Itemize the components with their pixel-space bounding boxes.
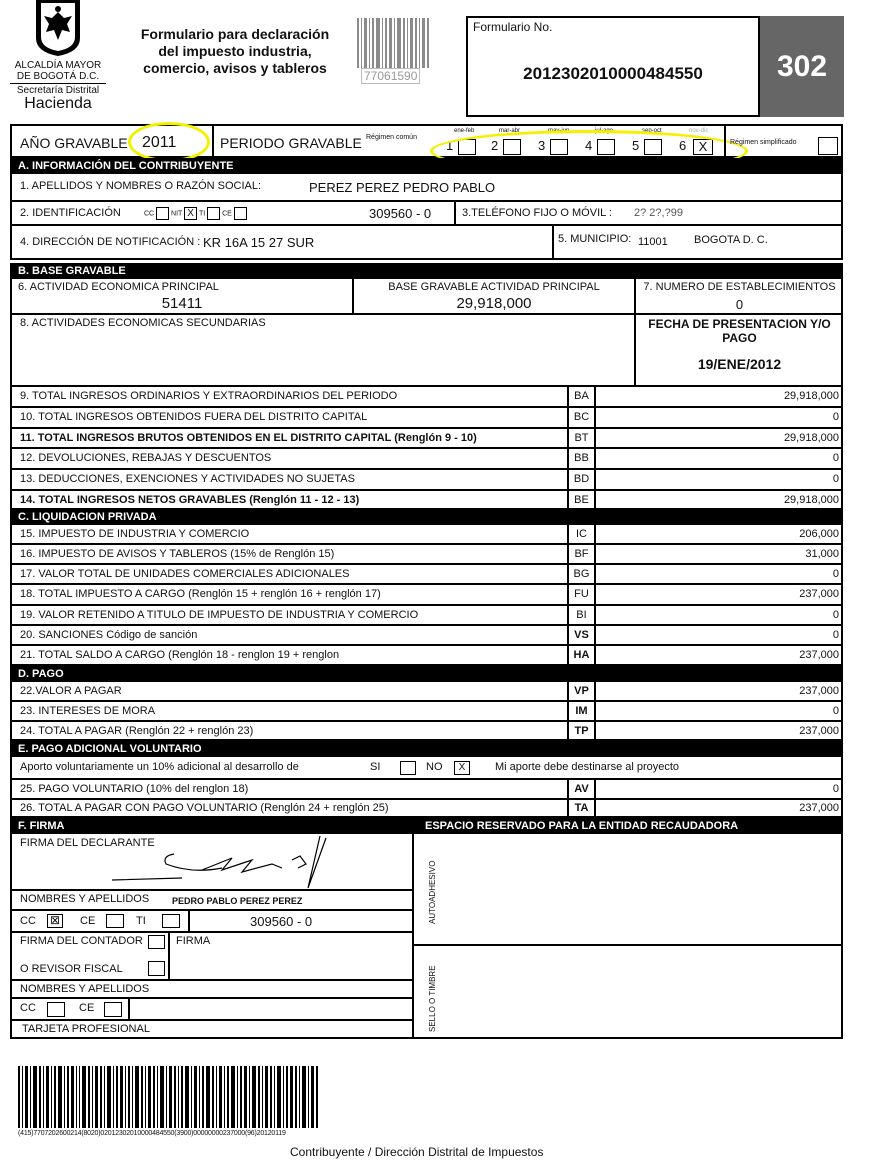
row-code: BD: [567, 470, 596, 489]
table-row: [10, 491, 843, 510]
id-value[interactable]: 309560 - 0: [369, 206, 432, 221]
row-label: 14. TOTAL INGRESOS NETOS GRAVABLES (Renglón 11 - 12 - 13): [20, 494, 360, 506]
names-row: [12, 889, 412, 909]
row-value[interactable]: 0: [832, 473, 839, 485]
row-value[interactable]: 237,000: [799, 588, 839, 600]
row-label: 25. PAGO VOLUNTARIO (10% del renglon 18): [20, 783, 249, 795]
row-label: 18. TOTAL IMPUESTO A CARGO (Renglón 15 + renglón 16 + renglón 17): [20, 588, 381, 600]
table-row: [10, 429, 843, 449]
table-row: [10, 470, 843, 491]
section-a-header: A. INFORMACIÓN DEL CONTRIBUYENTE: [10, 158, 843, 174]
entity-line1: ALCALDÍA MAYOR: [14, 60, 102, 71]
table-row: [10, 626, 843, 646]
row-label: 10. TOTAL INGRESOS OBTENIDOS FUERA DEL DISTRITO CAPITAL: [20, 411, 368, 423]
table-row: [10, 545, 843, 565]
activity-row: [10, 279, 843, 315]
row-label: 26. TOTAL A PAGAR CON PAGO VOLUNTARIO (Renglón 24 + renglón 25): [20, 802, 389, 814]
ce-label: CE: [80, 915, 96, 927]
small-barcode: [357, 18, 435, 84]
reserved-area: [412, 834, 843, 1039]
row-value[interactable]: 237,000: [799, 685, 839, 697]
form-code: 302: [758, 16, 844, 117]
accountant-checkbox[interactable]: [148, 935, 165, 949]
period-number: 3: [538, 138, 546, 153]
copy-label: Contribuyente / Dirección Distrital de Impuestos: [290, 1145, 544, 1159]
doc-row: [12, 909, 412, 931]
row-value[interactable]: 0: [832, 452, 839, 464]
entity-line4: Hacienda: [24, 95, 92, 112]
table-row: [10, 682, 843, 702]
date-value[interactable]: 19/ENE/2012: [697, 356, 782, 372]
divider: [724, 126, 726, 156]
regime-simplified-label: Régimen simplificado: [730, 139, 797, 146]
row-label: 22.VALOR A PAGAR: [20, 685, 122, 697]
row-label: 11. TOTAL INGRESOS BRUTOS OBTENIDOS EN EL DISTRITO CAPITAL (Renglón 9 - 10): [20, 432, 477, 444]
row-value[interactable]: 0: [832, 411, 839, 423]
ce2-label: CE: [79, 1002, 95, 1014]
accountant-row: [12, 931, 412, 979]
small-barcode-bars: [357, 18, 435, 68]
section-f-title: F. FIRMA: [18, 820, 65, 832]
row-code: BG: [567, 565, 596, 583]
main-barcode: [18, 1066, 410, 1128]
reserved-title: ESPACIO RESERVADO PARA LA ENTIDAD RECAUDADORA: [425, 820, 739, 832]
period-checkbox[interactable]: X: [693, 139, 713, 155]
municipio-label: 5. MUNICIPIO:: [558, 233, 632, 245]
cc-checkbox[interactable]: ⊠: [47, 914, 63, 928]
section-c-header: C. LIQUIDACION PRIVADA: [10, 509, 843, 525]
secondary-label: 8. ACTIVIDADES ECONOMICAS SECUNDARIAS: [20, 317, 266, 329]
period-number: 4: [585, 138, 593, 153]
form-number-box: [466, 16, 844, 117]
entity-line2: DE BOGOTÁ D.C.: [10, 71, 106, 84]
row-label: 9. TOTAL INGRESOS ORDINARIOS Y EXTRAORDINARIOS DEL PERIODO: [20, 390, 398, 402]
section-b-header: B. BASE GRAVABLE: [10, 263, 843, 279]
municipio-name[interactable]: BOGOTA D. C.: [694, 234, 768, 246]
regime-common-label: Régimen común: [366, 134, 417, 141]
table-row: [10, 565, 843, 585]
row-code: VP: [567, 682, 596, 700]
period-sublabel: jul-ago: [595, 128, 614, 134]
row-value[interactable]: 29,918,000: [783, 390, 839, 402]
signature-image[interactable]: [102, 834, 342, 890]
secondary-activities-row: [10, 315, 843, 387]
doc2-row: [12, 997, 412, 1019]
section-d-header: D. PAGO: [10, 666, 843, 682]
id-label: 2. IDENTIFICACIÓN: [20, 207, 121, 219]
period-number: 6: [679, 138, 687, 153]
autoadhesivo-label: AUTOADHESIVO: [428, 860, 437, 924]
row-label: 24. TOTAL A PAGAR (Renglón 22 + renglón 23): [20, 725, 254, 737]
names2-row: [12, 979, 412, 997]
table-row: [10, 408, 843, 429]
table-row: [10, 525, 843, 545]
names-label: NOMBRES Y APELLIDOS: [20, 893, 150, 905]
row-value[interactable]: 29,918,000: [783, 432, 839, 444]
activity-label: 6. ACTIVIDAD ECONOMICA PRINCIPAL: [18, 281, 219, 293]
id-type-ti-label: TI: [198, 210, 206, 218]
row-code: IM: [567, 702, 596, 720]
address-row: [10, 226, 843, 260]
period-sublabel: may-jun: [548, 128, 570, 134]
period-row: [10, 124, 843, 158]
phone-value[interactable]: 2? 2?,?99: [634, 207, 683, 219]
base-label: BASE GRAVABLE ACTIVIDAD PRINCIPAL: [388, 281, 600, 293]
row-code: BE: [567, 491, 596, 508]
row-code: BA: [567, 387, 596, 406]
period-sublabel: ene-feb: [454, 128, 475, 134]
row-code: FU: [567, 585, 596, 604]
row-code: BI: [567, 606, 596, 624]
no-label: NO: [426, 761, 443, 773]
form-number-label: Formulario No.: [473, 20, 553, 34]
id-types: [144, 207, 247, 220]
title-line3: comercio, avisos y tableros: [143, 60, 327, 76]
table-row: [10, 800, 843, 818]
si-checkbox[interactable]: [400, 761, 416, 775]
table-row: [10, 722, 843, 741]
row-value[interactable]: 0: [832, 783, 839, 795]
row-code: BT: [567, 429, 596, 447]
row-label: 17. VALOR TOTAL DE UNIDADES COMERCIALES ADICIONALES: [20, 568, 350, 580]
year-label: AÑO GRAVABLE: [20, 135, 128, 151]
section-f-header: [10, 818, 843, 834]
year-value[interactable]: 2011: [142, 134, 177, 151]
row-value[interactable]: 31,000: [805, 548, 839, 560]
row-label: 20. SANCIONES Código de sanción: [20, 629, 198, 641]
divider: [634, 315, 636, 385]
regime-simplified-checkbox[interactable]: [818, 137, 838, 155]
date-label: FECHA DE PRESENTACION Y/O PAGO: [648, 317, 831, 345]
row-value[interactable]: 237,000: [799, 725, 839, 737]
title-line1: Formulario para declaración: [140, 26, 330, 42]
row-code: BF: [567, 545, 596, 563]
row-value[interactable]: 0: [832, 629, 839, 641]
table-row: [10, 780, 843, 800]
divider: [552, 226, 554, 258]
signature-area: [10, 834, 412, 1039]
id-row: [10, 202, 843, 226]
activity-value[interactable]: 51411: [161, 295, 203, 312]
phone-label: 3.TELÉFONO FIJO O MÓVIL :: [462, 207, 612, 219]
id-type-cc-label: CC: [144, 210, 155, 218]
id-type-ce-label: CE: [222, 210, 232, 218]
ti-label: TI: [136, 915, 146, 927]
fiscal-label: O REVISOR FISCAL: [20, 963, 123, 975]
project-label: Mi aporte debe destinarse al proyecto: [495, 761, 680, 773]
table-row: [10, 606, 843, 626]
cc-label: CC: [20, 915, 36, 927]
row-code: BC: [567, 408, 596, 427]
id-type-nit-checkbox[interactable]: X: [184, 207, 197, 220]
row-label: 15. IMPUESTO DE INDUSTRIA Y COMERCIO: [20, 528, 250, 540]
divider: [128, 999, 130, 1019]
table-row: [10, 387, 843, 408]
sello-box: [414, 948, 843, 1037]
name-row: [10, 174, 843, 202]
names-value[interactable]: PEDRO PABLO PEREZ PEREZ: [172, 896, 303, 906]
declarant-sig-label: FIRMA DEL DECLARANTE: [20, 837, 155, 849]
divider: [212, 126, 214, 156]
period-number: 2: [491, 138, 499, 153]
row-code: IC: [567, 525, 596, 543]
period-number: 5: [632, 138, 640, 153]
row-code: TA: [567, 800, 596, 816]
row-code: VS: [567, 626, 596, 644]
cc2-label: CC: [20, 1002, 36, 1014]
id-type-ti-checkbox[interactable]: [207, 207, 220, 220]
id-type-ce-checkbox[interactable]: [234, 207, 247, 220]
municipio-code[interactable]: 11001: [638, 236, 668, 248]
row-code: TP: [567, 722, 596, 739]
name-value[interactable]: PEREZ PEREZ PEDRO PABLO: [309, 180, 496, 195]
address-label: 4. DIRECCIÓN DE NOTIFICACIÓN :: [20, 236, 201, 248]
period-label: PERIODO GRAVABLE: [220, 135, 362, 151]
row-value[interactable]: 237,000: [799, 802, 839, 814]
divider: [188, 911, 190, 931]
row-label: 12. DEVOLUCIONES, REBAJAS Y DESCUENTOS: [20, 452, 272, 464]
ce2-checkbox[interactable]: [104, 1002, 122, 1017]
table-row: [10, 449, 843, 470]
period-sublabel: mar-abr: [499, 128, 521, 134]
table-row: [10, 702, 843, 722]
voluntary-row: [10, 757, 843, 780]
id-type-cc-checkbox[interactable]: [156, 207, 169, 220]
form-number: 2012302010000484550: [523, 64, 703, 83]
voluntary-label: Aporto voluntariamente un 10% adicional al desarrollo de: [20, 761, 299, 773]
period-sublabel: nov-dic: [689, 128, 709, 134]
fiscal-checkbox[interactable]: [148, 961, 165, 976]
establishments-value[interactable]: 0: [735, 297, 744, 312]
year-highlight: [128, 122, 210, 162]
row-value[interactable]: 29,918,000: [783, 494, 839, 506]
no-checkbox[interactable]: X: [454, 761, 470, 775]
table-row: [10, 646, 843, 666]
row-label: 21. TOTAL SALDO A CARGO (Renglón 18 - renglon 19 + renglon: [20, 649, 340, 661]
row-code: AV: [567, 780, 596, 798]
row-label: 16. IMPUESTO DE AVISOS Y TABLEROS (15% de Renglón 15): [20, 548, 335, 560]
base-value[interactable]: 29,918,000: [456, 295, 532, 312]
si-label: SI: [370, 761, 381, 773]
doc-value[interactable]: 309560 - 0: [250, 914, 313, 929]
table-row: [10, 585, 843, 606]
address-value[interactable]: KR 16A 15 27 SUR: [203, 235, 315, 250]
form-title: [120, 26, 350, 77]
autoadhesivo-box: [414, 834, 843, 946]
entity-name: [10, 60, 106, 112]
ce-checkbox[interactable]: [106, 914, 124, 928]
row-label: 23. INTERESES DE MORA: [20, 705, 156, 717]
professional-label: TARJETA PROFESIONAL: [22, 1023, 150, 1035]
title-line2: del impuesto industria,: [158, 43, 312, 59]
coat-of-arms-icon: [34, 0, 82, 56]
accountant-label: FIRMA DEL CONTADOR: [20, 935, 143, 947]
small-barcode-number: 77061590: [361, 68, 420, 84]
divider: [168, 933, 170, 979]
row-value[interactable]: 0: [832, 705, 839, 717]
period-sublabel: sep-oct: [642, 128, 662, 134]
sello-label: SELLO O TIMBRE: [428, 965, 437, 1032]
row-value[interactable]: 0: [832, 568, 839, 580]
barcode-text: (415)7707202600214(8020)02012302010000484550(3900)00000000237000(96)20120119: [18, 1130, 286, 1137]
names2-label: NOMBRES Y APELLIDOS: [20, 983, 150, 995]
row-label: 13. DEDUCCIONES, EXENCIONES Y ACTIVIDADES NO SUJETAS: [20, 473, 355, 485]
id-type-nit-label: NIT: [171, 210, 183, 218]
row-label: 19. VALOR RETENIDO A TITULO DE IMPUESTO DE INDUSTRIA Y COMERCIO: [20, 609, 419, 621]
row-value[interactable]: 0: [832, 609, 839, 621]
ti-checkbox[interactable]: [162, 914, 180, 928]
row-value[interactable]: 237,000: [799, 649, 839, 661]
name-label: 1. APELLIDOS Y NOMBRES O RAZÓN SOCIAL:: [20, 180, 262, 192]
signature-label: FIRMA: [176, 935, 211, 947]
establishments-label: 7. NUMERO DE ESTABLECIMIENTOS: [643, 281, 836, 293]
row-value[interactable]: 206,000: [799, 528, 839, 540]
row-code: BB: [567, 449, 596, 468]
cc2-checkbox[interactable]: [47, 1002, 65, 1017]
period-number: 1: [446, 138, 454, 153]
divider: [454, 202, 456, 224]
section-e-header: E. PAGO ADICIONAL VOLUNTARIO: [10, 741, 843, 757]
entity-line3: Secretaría Distrital: [16, 85, 100, 96]
professional-row: [12, 1019, 412, 1037]
row-code: HA: [567, 646, 596, 664]
